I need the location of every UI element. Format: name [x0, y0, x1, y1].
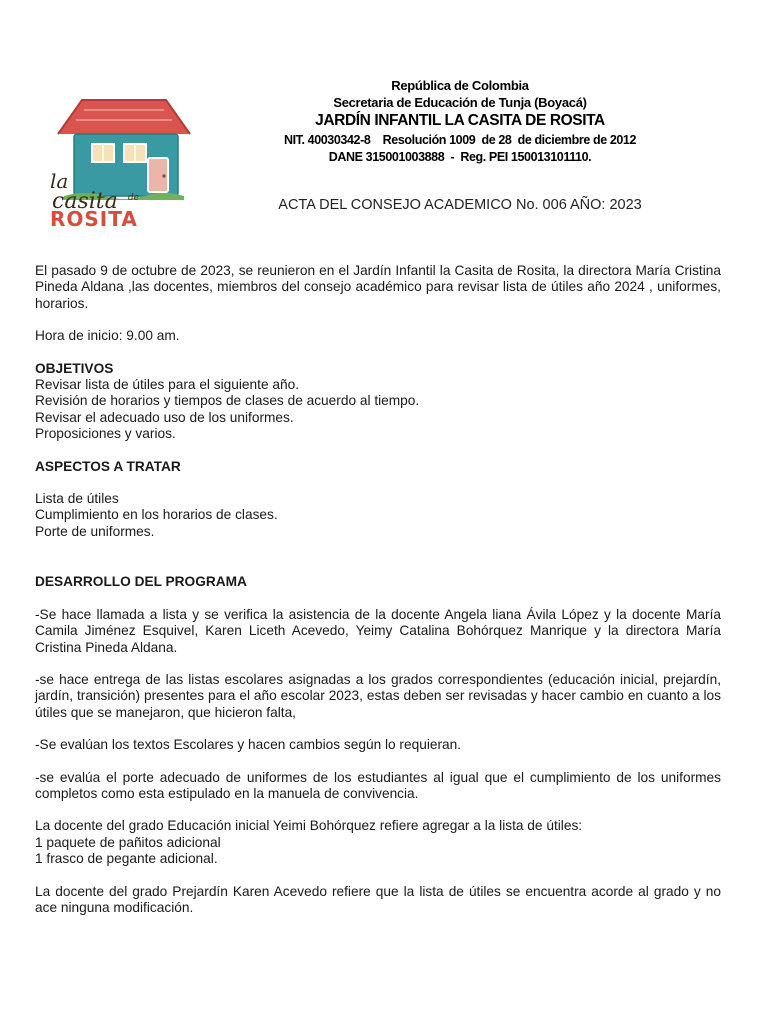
- desarrollo-heading: DESARROLLO DEL PROGRAMA: [35, 574, 247, 590]
- school-logo: [44, 96, 194, 231]
- intro-paragraph: El pasado 9 de octubre de 2023, se reunieron en el Jardín Infantil la Casita de Rosita, la directora María Cristina Pineda Aldana ,las docentes, miembros del consejo académico para revisar lista de útiles año 2024 , uniformes, horarios.: [35, 263, 721, 311]
- objetivo-item: Revisión de horarios y tiempos de clases de acuerdo al tiempo.: [35, 393, 420, 409]
- objetivos-heading: OBJETIVOS: [35, 360, 114, 376]
- aspecto-item: Lista de útiles: [35, 491, 119, 507]
- header-secretaria: Secretaria de Educación de Tunja (Boyacá): [333, 95, 587, 110]
- acta-title: ACTA DEL CONSEJO ACADEMICO No. 006 AÑO: 2023: [278, 197, 642, 213]
- logo-text-de: de: [128, 193, 140, 203]
- docente1-item: 1 frasco de pegante adicional.: [35, 851, 218, 867]
- desarrollo-paragraph: -se hace entrega de las listas escolares asignadas a los grados correspondientes (educación inicial, prejardín, jardín, transición) presentes para el año escolar 2023, estas deben ser revisadas y hacer cambio en cuanto a los útiles que se manejaron, que hicieron falta,: [35, 671, 721, 720]
- header-nit: NIT. 40030342-8 Resolución 1009 de 28 de diciembre de 2012: [283, 133, 637, 147]
- docente1-item: 1 paquete de pañitos adicional: [35, 834, 221, 850]
- logo-text-rosita: ROSITA: [50, 207, 138, 231]
- aspecto-item: Cumplimiento en los horarios de clases.: [35, 507, 278, 523]
- objetivo-item: Revisar el adecuado uso de los uniformes.: [35, 409, 294, 425]
- desarrollo-paragraph: -se evalúa el porte adecuado de uniformes de los estudiantes al igual que el cumplimiento de los uniformes completos como esta estipulado en la manuela de convivencia.: [35, 769, 721, 801]
- header-dane: DANE 315001003888 - Reg. PEI 150013101110.: [328, 150, 592, 164]
- logo-text-la: la: [50, 169, 69, 193]
- desarrollo-paragraph: -Se hace llamada a lista y se verifica la asistencia de la docente Angela liana Ávila López y la docente María Camila Jiménez Esquivel, Karen Liceth Acevedo, Yeimy Catalina Bohórquez Manrique y la directora María Cristina Pineda Aldana.: [35, 606, 721, 655]
- header-school-name: JARDÍN INFANTIL LA CASITA DE ROSITA: [315, 112, 605, 129]
- header-country: República de Colombia: [391, 78, 529, 93]
- document-body: [35, 263, 721, 916]
- docente2-paragraph: La docente del grado Prejardín Karen Acevedo refiere que la lista de útiles se encuentra acorde al grado y no ace ninguna modificación.: [35, 883, 721, 915]
- aspectos-heading: ASPECTOS A TRATAR: [35, 458, 181, 474]
- logo-text-casita: casita: [52, 189, 118, 214]
- aspecto-item: Porte de uniformes.: [35, 523, 155, 539]
- objetivo-item: Proposiciones y varios.: [35, 426, 176, 442]
- desarrollo-paragraph: -Se evalúan los textos Escolares y hacen cambios según lo requieran.: [35, 737, 462, 753]
- docente1-paragraph: La docente del grado Educación inicial Yeimi Bohórquez refiere agregar a la lista de útiles:: [35, 818, 583, 834]
- start-time: Hora de inicio: 9.00 am.: [35, 328, 180, 344]
- objetivo-item: Revisar lista de útiles para el siguiente año.: [35, 377, 300, 393]
